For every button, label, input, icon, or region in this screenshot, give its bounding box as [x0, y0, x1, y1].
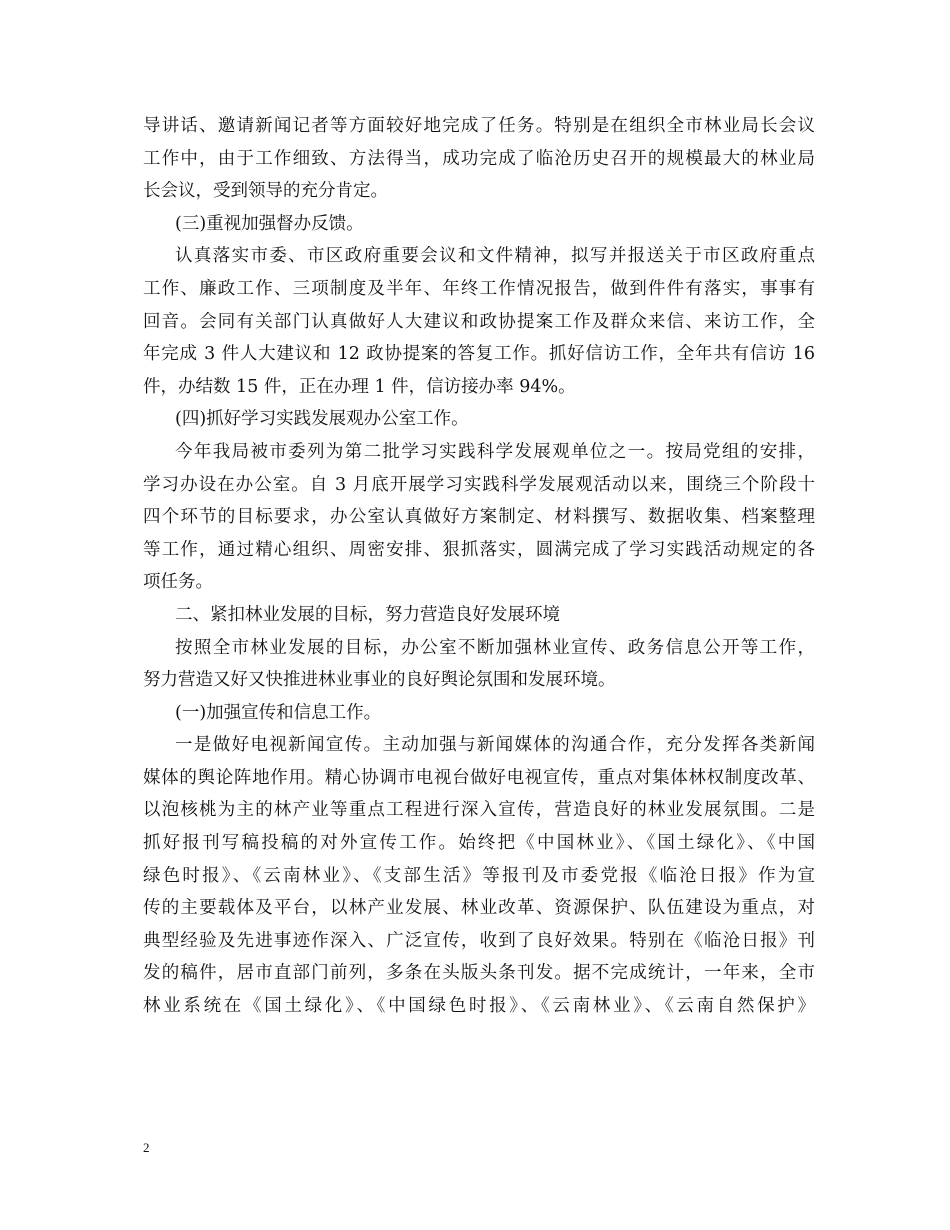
text-line: 工作、廉政工作、三项制度及半年、年终工作情况报告，做到件件有落实，事事有 [143, 278, 815, 299]
text-line: 二、紧扣林业发展的目标，努力营造良好发展环境 [175, 604, 560, 625]
text-line: 林业系统在《国土绿化》、《中国绿色时报》、《云南林业》、《云南自然保护》 [143, 996, 815, 1017]
text-line: 年完成 3 件人大建议和 12 政协提案的答复工作。抓好信访工作，全年共有信访 16 [143, 344, 815, 365]
page-number: 2 [143, 1140, 150, 1155]
text-line: 今年我局被市委列为第二批学习实践科学发展观单位之一。按局党组的安排， [175, 441, 815, 462]
text-line: 四个环节的目标要求，办公室认真做好方案制定、材料撰写、数据收集、档案整理 [143, 507, 815, 528]
text-line: 回音。会同有关部门认真做好人大建议和政协提案工作及群众来信、来访工作，全 [143, 311, 815, 332]
document-body [143, 110, 815, 1023]
text-line: 项任务。 [143, 572, 213, 593]
text-line: 学习办设在办公室。自 3 月底开展学习实践科学发展观活动以来，围绕三个阶段十 [143, 474, 815, 495]
text-line: 长会议，受到领导的充分肯定。 [143, 181, 388, 202]
text-line: (一)加强宣传和信息工作。 [175, 702, 382, 723]
text-line: (四)抓好学习实践发展观办公室工作。 [175, 409, 469, 430]
text-line: (三)重视加强督办反馈。 [175, 213, 364, 234]
text-line: 导讲话、邀请新闻记者等方面较好地完成了任务。特别是在组织全市林业局长会议 [143, 116, 815, 136]
text-line: 等工作，通过精心组织、周密安排、狠抓落实，圆满完成了学习实践活动规定的各 [143, 539, 815, 560]
text-line: 努力营造又好又快推进林业事业的良好舆论氛围和发展环境。 [143, 670, 616, 691]
text-line: 媒体的舆论阵地作用。精心协调市电视台做好电视宣传，重点对集体林权制度改革、 [143, 767, 815, 788]
text-line: 件，办结数 15 件，正在办理 1 件，信访接办率 94%。 [143, 376, 576, 397]
text-line: 一是做好电视新闻宣传。主动加强与新闻媒体的沟通合作，充分发挥各类新闻 [175, 735, 815, 756]
text-line: 典型经验及先进事迹作深入、广泛宣传，收到了良好效果。特别在《临沧日报》刊 [143, 930, 815, 951]
text-line: 认真落实市委、市区政府重要会议和文件精神，拟写并报送关于市区政府重点 [175, 246, 815, 267]
text-line: 发的稿件，居市直部门前列，多条在头版头条刊发。据不完成统计，一年来，全市 [143, 963, 815, 984]
text-line: 按照全市林业发展的目标，办公室不断加强林业宣传、政务信息公开等工作， [175, 637, 815, 658]
text-line: 绿色时报》、《云南林业》、《支部生活》等报刊及市委党报《临沧日报》作为宣 [143, 865, 815, 886]
text-line: 工作中，由于工作细致、方法得当，成功完成了临沧历史召开的规模最大的林业局 [143, 148, 815, 169]
text-line: 传的主要载体及平台，以林产业发展、林业改革、资源保护、队伍建设为重点，对 [143, 898, 815, 919]
text-line: 抓好报刊写稿投稿的对外宣传工作。始终把《中国林业》、《国土绿化》、《中国 [143, 833, 815, 854]
text-line: 以泡核桃为主的林产业等重点工程进行深入宣传，营造良好的林业发展氛围。二是 [143, 800, 815, 821]
